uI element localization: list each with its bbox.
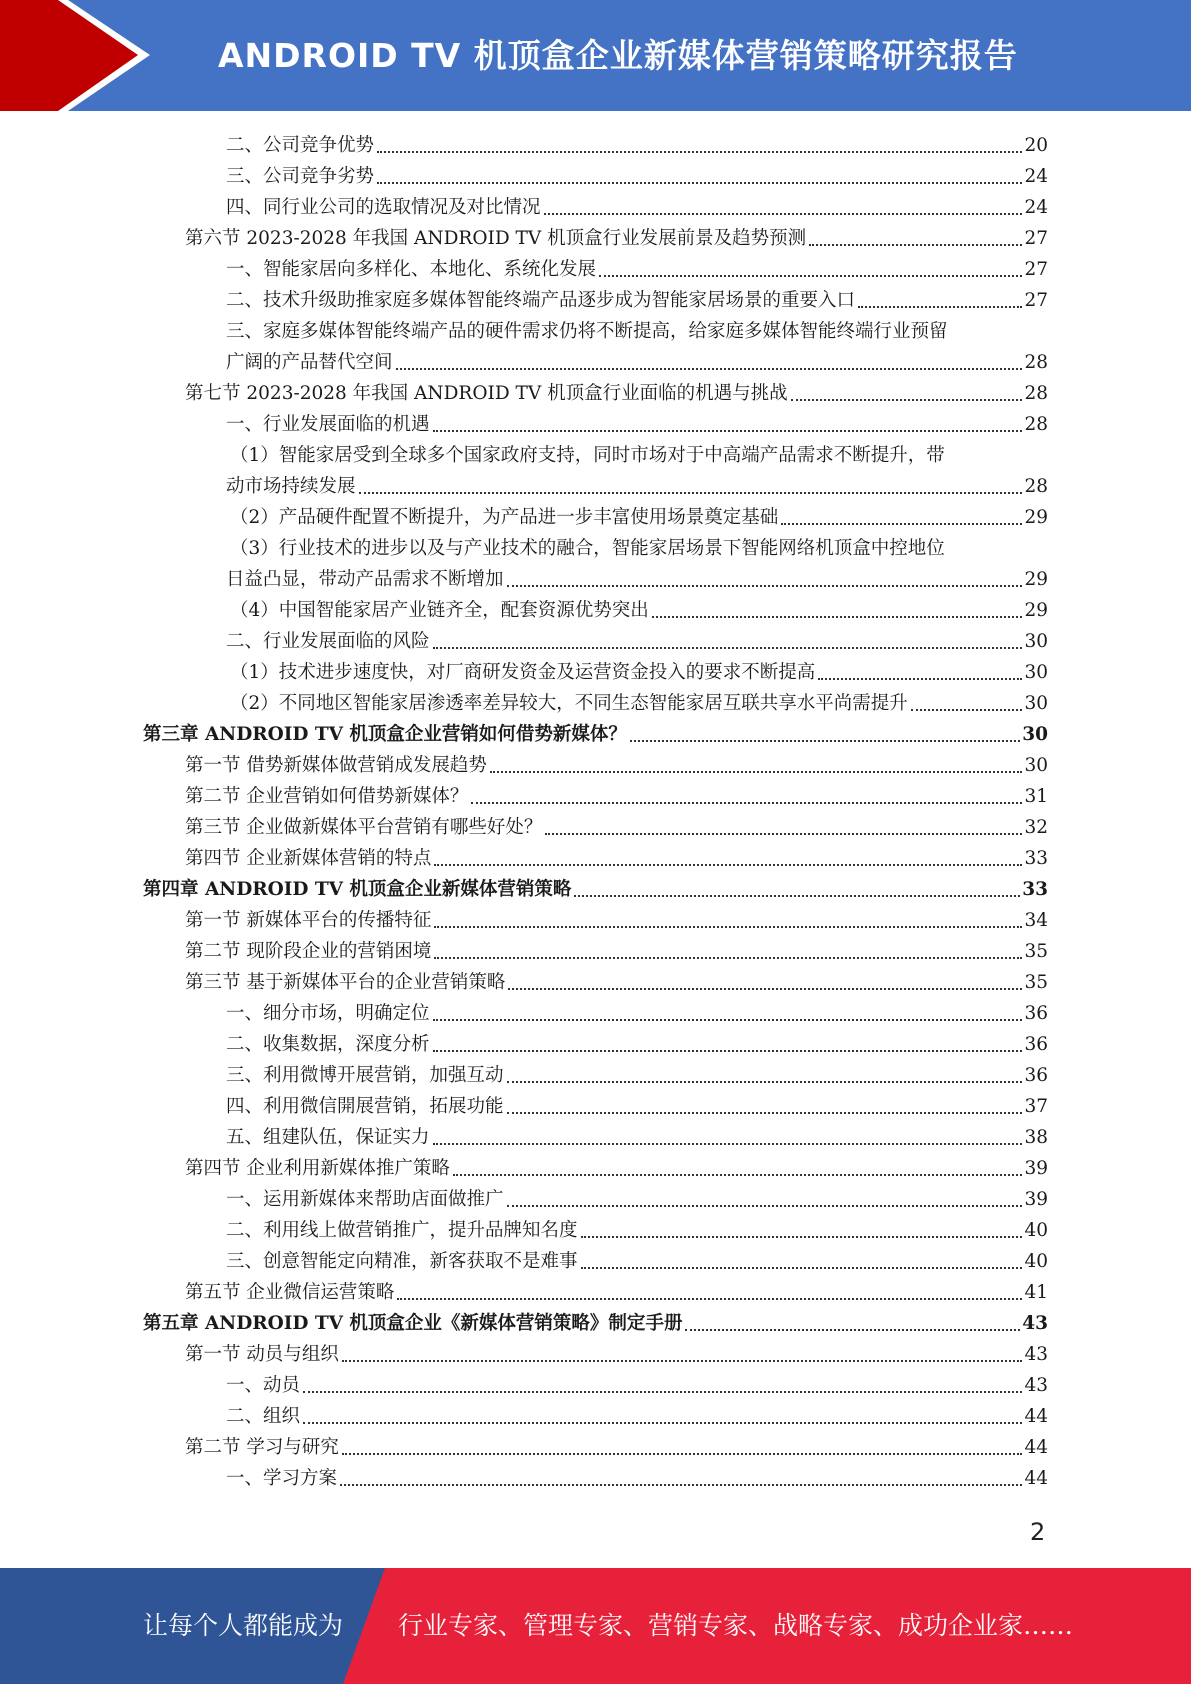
dot-leader xyxy=(303,1391,1022,1393)
toc-entry-page: 30 xyxy=(1024,755,1048,776)
dot-leader xyxy=(911,709,1023,711)
toc-entry-label: 一、智能家居向多样化、本地化、系统化发展 xyxy=(226,259,597,280)
toc-entry-page: 40 xyxy=(1024,1251,1048,1272)
toc-entry-label: 第一节 借势新媒体做营销成发展趋势 xyxy=(185,755,487,776)
dot-leader xyxy=(433,647,1023,649)
toc-entry-label: 二、利用线上做营销推广，提升品牌知名度 xyxy=(226,1220,578,1241)
toc-entry-page: 28 xyxy=(1024,476,1048,497)
toc-entry-page: 37 xyxy=(1024,1096,1048,1117)
toc-entry[interactable] xyxy=(226,561,1048,592)
toc-entry[interactable] xyxy=(226,1212,1048,1243)
toc-entry[interactable] xyxy=(226,468,1048,499)
toc-entry-page: 29 xyxy=(1024,600,1048,621)
toc-entry-page: 33 xyxy=(1022,879,1048,900)
toc-entry-page: 39 xyxy=(1024,1189,1048,1210)
toc-entry[interactable] xyxy=(230,499,1048,530)
toc-entry-label: 第三章 ANDROID TV 机顶盒企业营销如何借势新媒体？ xyxy=(143,724,627,745)
dot-leader xyxy=(581,1236,1023,1238)
toc-entry-page: 35 xyxy=(1024,972,1048,993)
toc-entry-label: 第四节 企业利用新媒体推广策略 xyxy=(185,1158,450,1179)
dot-leader xyxy=(599,275,1022,277)
toc-entry-label: （2）不同地区智能家居渗透率差异较大，不同生态智能家居互联共享水平尚需提升 xyxy=(230,693,908,714)
header-arrow-decoration xyxy=(0,0,160,111)
toc-entry-label: 一、动员 xyxy=(226,1375,301,1396)
toc-entry-page: 27 xyxy=(1024,290,1048,311)
toc-entry-page: 20 xyxy=(1024,135,1048,156)
toc-entry-label: 二、技术升级助推家庭多媒体智能终端产品逐步成为智能家居场景的重要入口 xyxy=(226,290,856,311)
toc-entry-page: 44 xyxy=(1024,1406,1048,1427)
dot-leader xyxy=(791,399,1023,401)
toc-entry-page: 29 xyxy=(1024,569,1048,590)
toc-entry[interactable] xyxy=(185,375,1048,406)
dot-leader xyxy=(342,1360,1023,1362)
toc-entry-page: 30 xyxy=(1024,662,1048,683)
toc-entry[interactable] xyxy=(185,1336,1048,1367)
toc-entry-label: 三、创意智能定向精准，新客获取不是难事 xyxy=(226,1251,578,1272)
toc-entry-label: 第六节 2023-2028 年我国 ANDROID TV 机顶盒行业发展前景及趋势预测 xyxy=(185,228,807,249)
toc-entry-label: 四、利用微信開展营销，拓展功能 xyxy=(226,1096,504,1117)
dot-leader xyxy=(471,802,1022,804)
dot-leader xyxy=(433,1050,1023,1052)
dot-leader xyxy=(507,1205,1023,1207)
dot-leader xyxy=(433,430,1023,432)
toc-entry[interactable] xyxy=(185,747,1048,778)
dot-leader xyxy=(574,895,1020,897)
toc-entry[interactable] xyxy=(185,840,1048,871)
toc-entry-page: 30 xyxy=(1024,631,1048,652)
dot-leader xyxy=(434,957,1022,959)
toc-entry[interactable] xyxy=(230,685,1048,716)
toc-entry-page: 28 xyxy=(1024,414,1048,435)
toc-entry[interactable] xyxy=(185,964,1048,995)
toc-entry[interactable] xyxy=(226,344,1048,375)
toc-entry-label: 一、学习方案 xyxy=(226,1468,338,1489)
toc-entry-label: （3）行业技术的进步以及与产业技术的融合，智能家居场景下智能网络机顶盒中控地位 xyxy=(230,538,945,559)
dot-leader xyxy=(377,151,1022,153)
toc-entry[interactable] xyxy=(226,1367,1048,1398)
page-number: 2 xyxy=(1030,1518,1046,1546)
dot-leader xyxy=(630,740,1020,742)
dot-leader xyxy=(396,368,1023,370)
dot-leader xyxy=(545,833,1022,835)
toc-entry-label: （1）智能家居受到全球多个国家政府支持，同时市场对于中高端产品需求不断提升，带 xyxy=(230,445,945,466)
toc-entry[interactable] xyxy=(185,1429,1048,1460)
toc-entry[interactable] xyxy=(226,127,1048,158)
toc-entry-label: 一、细分市场，明确定位 xyxy=(226,1003,430,1024)
toc-entry[interactable] xyxy=(226,1460,1048,1491)
toc-entry-page: 43 xyxy=(1022,1313,1048,1334)
toc-entry[interactable] xyxy=(185,1274,1048,1305)
toc-entry[interactable] xyxy=(185,778,1048,809)
toc-entry-page: 27 xyxy=(1024,228,1048,249)
toc-entry[interactable] xyxy=(226,251,1048,282)
toc-entry-page: 24 xyxy=(1024,166,1048,187)
toc-entry-label: 二、公司竞争优势 xyxy=(226,135,375,156)
toc-entry-page: 41 xyxy=(1024,1282,1048,1303)
report-title: ANDROID TV 机顶盒企业新媒体营销策略研究报告 xyxy=(218,36,1018,75)
toc-entry-label: 二、行业发展面临的风险 xyxy=(226,631,430,652)
toc-chapter-entry[interactable] xyxy=(143,716,1048,747)
dot-leader xyxy=(342,1453,1023,1455)
dot-leader xyxy=(781,523,1022,525)
toc-entry-label: 动市场持续发展 xyxy=(226,476,356,497)
toc-entry-label: 日益凸显，带动产品需求不断增加 xyxy=(226,569,504,590)
toc-entry[interactable] xyxy=(226,1057,1048,1088)
footer-slogan-left: 让每个人都能成为 xyxy=(143,1611,344,1640)
toc-entry-page: 38 xyxy=(1024,1127,1048,1148)
footer-slogan-right: 行业专家、管理专家、营销专家、战略专家、成功企业家…… xyxy=(398,1611,1074,1640)
dot-leader xyxy=(433,1019,1023,1021)
toc-entry-page: 31 xyxy=(1024,786,1048,807)
toc-entry[interactable] xyxy=(226,1181,1048,1212)
toc-entry-label: 第三节 企业做新媒体平台营销有哪些好处？ xyxy=(185,817,543,838)
dot-leader xyxy=(397,1298,1022,1300)
toc-entry-page: 39 xyxy=(1024,1158,1048,1179)
toc-entry[interactable] xyxy=(226,158,1048,189)
dot-leader xyxy=(434,926,1022,928)
report-footer xyxy=(0,1568,1191,1684)
dot-leader xyxy=(507,1081,1023,1083)
toc-entry-label: （1）技术进步速度快，对厂商研发资金及运营资金投入的要求不断提高 xyxy=(230,662,816,683)
toc-entry-label: （4）中国智能家居产业链齐全，配套资源优势突出 xyxy=(230,600,649,621)
toc-entry[interactable] xyxy=(226,189,1048,220)
toc-entry[interactable] xyxy=(230,654,1048,685)
dot-leader xyxy=(453,1174,1023,1176)
toc-entry-page: 40 xyxy=(1024,1220,1048,1241)
toc-entry-label: 二、收集数据，深度分析 xyxy=(226,1034,430,1055)
toc-entry-page: 33 xyxy=(1024,848,1048,869)
toc-entry[interactable] xyxy=(226,995,1048,1026)
toc-entry-page: 35 xyxy=(1024,941,1048,962)
dot-leader xyxy=(858,306,1022,308)
toc-entry-page: 30 xyxy=(1022,724,1048,745)
toc-entry-page: 43 xyxy=(1024,1375,1048,1396)
toc-entry-label: 二、组织 xyxy=(226,1406,301,1427)
dot-leader xyxy=(434,864,1022,866)
toc-entry-page: 36 xyxy=(1024,1003,1048,1024)
toc-entry-label: 第二节 企业营销如何借势新媒体？ xyxy=(185,786,469,807)
toc-entry-page: 36 xyxy=(1024,1034,1048,1055)
toc-entry-label: 第一节 新媒体平台的传播特征 xyxy=(185,910,432,931)
toc-entry-page: 44 xyxy=(1024,1437,1048,1458)
toc-entry-wrapped-line[interactable] xyxy=(226,313,1048,344)
dot-leader xyxy=(508,988,1022,990)
dot-leader xyxy=(507,585,1023,587)
toc-entry-label: 广阔的产品替代空间 xyxy=(226,352,393,373)
toc-entry-page: 34 xyxy=(1024,910,1048,931)
toc-entry-page: 29 xyxy=(1024,507,1048,528)
toc-entry-label: 第一节 动员与组织 xyxy=(185,1344,339,1365)
toc-entry-label: 一、行业发展面临的机遇 xyxy=(226,414,430,435)
dot-leader xyxy=(818,678,1022,680)
toc-entry-label: 第五章 ANDROID TV 机顶盒企业《新媒体营销策略》制定手册 xyxy=(143,1313,683,1334)
toc-entry-label: 四、同行业公司的选取情况及对比情况 xyxy=(226,197,541,218)
dot-leader xyxy=(581,1267,1023,1269)
toc-entry-page: 32 xyxy=(1024,817,1048,838)
toc-entry[interactable] xyxy=(185,809,1048,840)
toc-entry-page: 27 xyxy=(1024,259,1048,280)
toc-entry[interactable] xyxy=(226,623,1048,654)
dot-leader xyxy=(433,1143,1023,1145)
dot-leader xyxy=(377,182,1022,184)
dot-leader xyxy=(809,244,1022,246)
toc-entry-label: （2）产品硬件配置不断提升，为产品进一步丰富使用场景奠定基础 xyxy=(230,507,779,528)
toc-entry-page: 36 xyxy=(1024,1065,1048,1086)
toc-entry[interactable] xyxy=(185,220,1048,251)
toc-entry-label: 第二节 学习与研究 xyxy=(185,1437,339,1458)
toc-entry-page: 44 xyxy=(1024,1468,1048,1489)
dot-leader xyxy=(490,771,1023,773)
toc-chapter-entry[interactable] xyxy=(143,871,1048,902)
toc-entry[interactable] xyxy=(226,1119,1048,1150)
toc-entry[interactable] xyxy=(226,1398,1048,1429)
toc-entry-label: 三、家庭多媒体智能终端产品的硬件需求仍将不断提高，给家庭多媒体智能终端行业预留 xyxy=(226,321,948,342)
toc-entry-wrapped-line[interactable] xyxy=(230,437,1048,468)
toc-entry-label: 第二节 现阶段企业的营销困境 xyxy=(185,941,432,962)
toc-entry-label: 第七节 2023-2028 年我国 ANDROID TV 机顶盒行业面临的机遇与挑战 xyxy=(185,383,788,404)
toc-entry[interactable] xyxy=(185,1150,1048,1181)
report-header xyxy=(0,0,1191,111)
dot-leader xyxy=(685,1329,1020,1331)
dot-leader xyxy=(359,492,1023,494)
toc-chapter-entry[interactable] xyxy=(143,1305,1048,1336)
dot-leader xyxy=(340,1484,1022,1486)
toc-entry-page: 43 xyxy=(1024,1344,1048,1365)
toc-entry-label: 一、运用新媒体来帮助店面做推广 xyxy=(226,1189,504,1210)
dot-leader xyxy=(507,1112,1023,1114)
dot-leader xyxy=(544,213,1023,215)
toc-entry-label: 第四章 ANDROID TV 机顶盒企业新媒体营销策略 xyxy=(143,879,572,900)
toc-entry-label: 第三节 基于新媒体平台的企业营销策略 xyxy=(185,972,506,993)
toc-entry-page: 24 xyxy=(1024,197,1048,218)
toc-entry-label: 三、利用微博开展营销，加强互动 xyxy=(226,1065,504,1086)
toc-entry[interactable] xyxy=(226,1026,1048,1057)
toc-entry-label: 第四节 企业新媒体营销的特点 xyxy=(185,848,432,869)
dot-leader xyxy=(303,1422,1022,1424)
toc-entry[interactable] xyxy=(226,1243,1048,1274)
toc-entry-page: 28 xyxy=(1024,383,1048,404)
toc-entry-wrapped-line[interactable] xyxy=(230,530,1048,561)
toc-entry-page: 30 xyxy=(1024,693,1048,714)
toc-entry-label: 五、组建队伍，保证实力 xyxy=(226,1127,430,1148)
toc-entry-label: 第五节 企业微信运营策略 xyxy=(185,1282,395,1303)
toc-entry[interactable] xyxy=(185,902,1048,933)
toc-entry-label: 三、公司竞争劣势 xyxy=(226,166,375,187)
toc-entry[interactable] xyxy=(226,282,1048,313)
toc-entry-page: 28 xyxy=(1024,352,1048,373)
toc-entry[interactable] xyxy=(230,592,1048,623)
dot-leader xyxy=(652,616,1023,618)
toc-entry[interactable] xyxy=(185,933,1048,964)
toc-entry[interactable] xyxy=(226,1088,1048,1119)
toc-entry[interactable] xyxy=(226,406,1048,437)
